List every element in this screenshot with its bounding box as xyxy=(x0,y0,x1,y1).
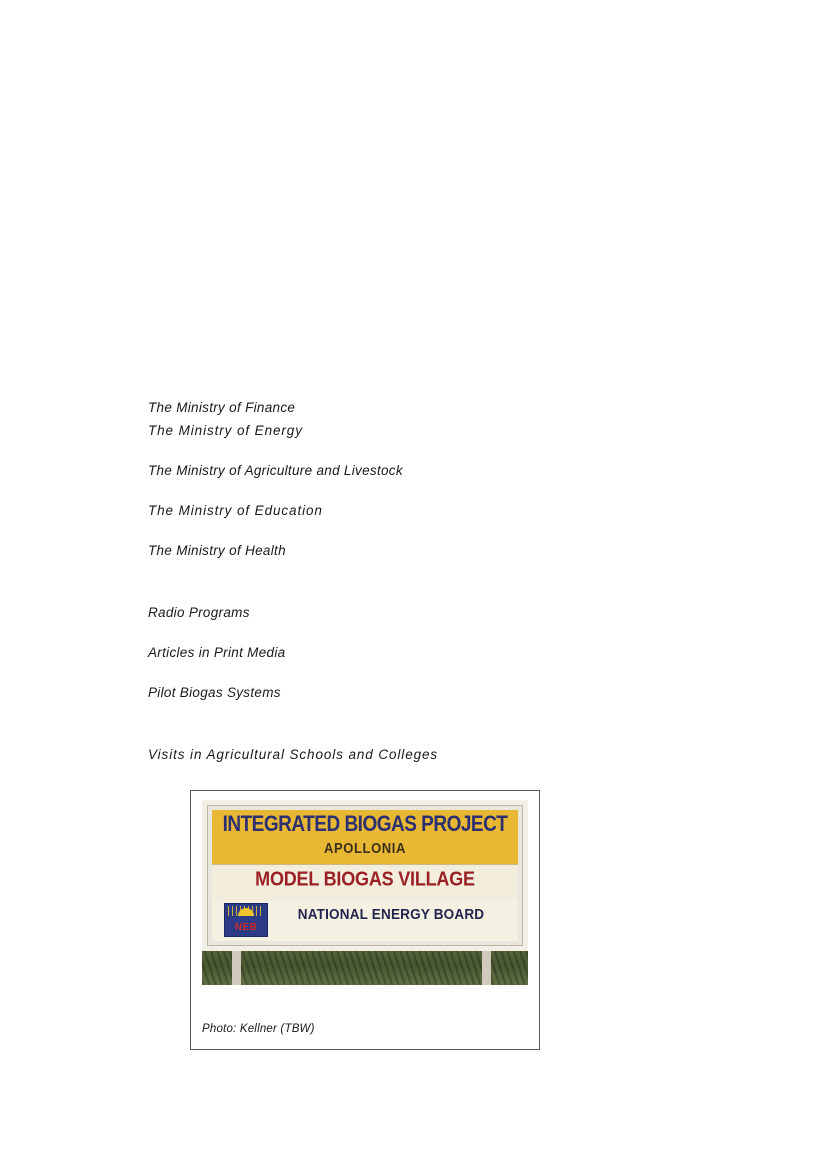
text-line: The Ministry of Finance xyxy=(148,400,296,415)
sign-title: INTEGRATED BIOGAS PROJECT xyxy=(222,812,508,837)
photo-biogas-village-sign xyxy=(202,800,528,985)
sign-middle-text: MODEL BIOGAS VILLAGE xyxy=(255,867,475,890)
sign-inner xyxy=(212,810,518,941)
sign-post-left xyxy=(232,951,241,985)
sign-frame xyxy=(202,800,528,951)
text-line: The Ministry of Education xyxy=(148,503,323,518)
sign-board-text: NATIONAL ENERGY BOARD xyxy=(297,906,485,923)
logo-text: NEB xyxy=(234,922,258,933)
text-line: The Ministry of Energy xyxy=(148,423,303,438)
figure-caption: Photo: Kellner (TBW) xyxy=(202,1023,315,1035)
text-line: Visits in Agricultural Schools and Colleges xyxy=(148,747,439,762)
text-line: The Ministry of Agriculture and Livestock xyxy=(148,463,403,478)
sign-subtitle: APOLLONIA xyxy=(324,840,406,857)
text-line: Pilot Biogas Systems xyxy=(148,685,281,700)
document-text-block xyxy=(148,396,708,766)
figure-container xyxy=(190,790,540,1050)
sign-post-right xyxy=(482,951,491,985)
vegetation-background xyxy=(202,949,528,985)
text-line: Radio Programs xyxy=(148,605,250,620)
text-line: The Ministry of Health xyxy=(148,543,286,558)
national-energy-board-logo-icon xyxy=(224,903,268,937)
text-line: Articles in Print Media xyxy=(148,645,286,660)
